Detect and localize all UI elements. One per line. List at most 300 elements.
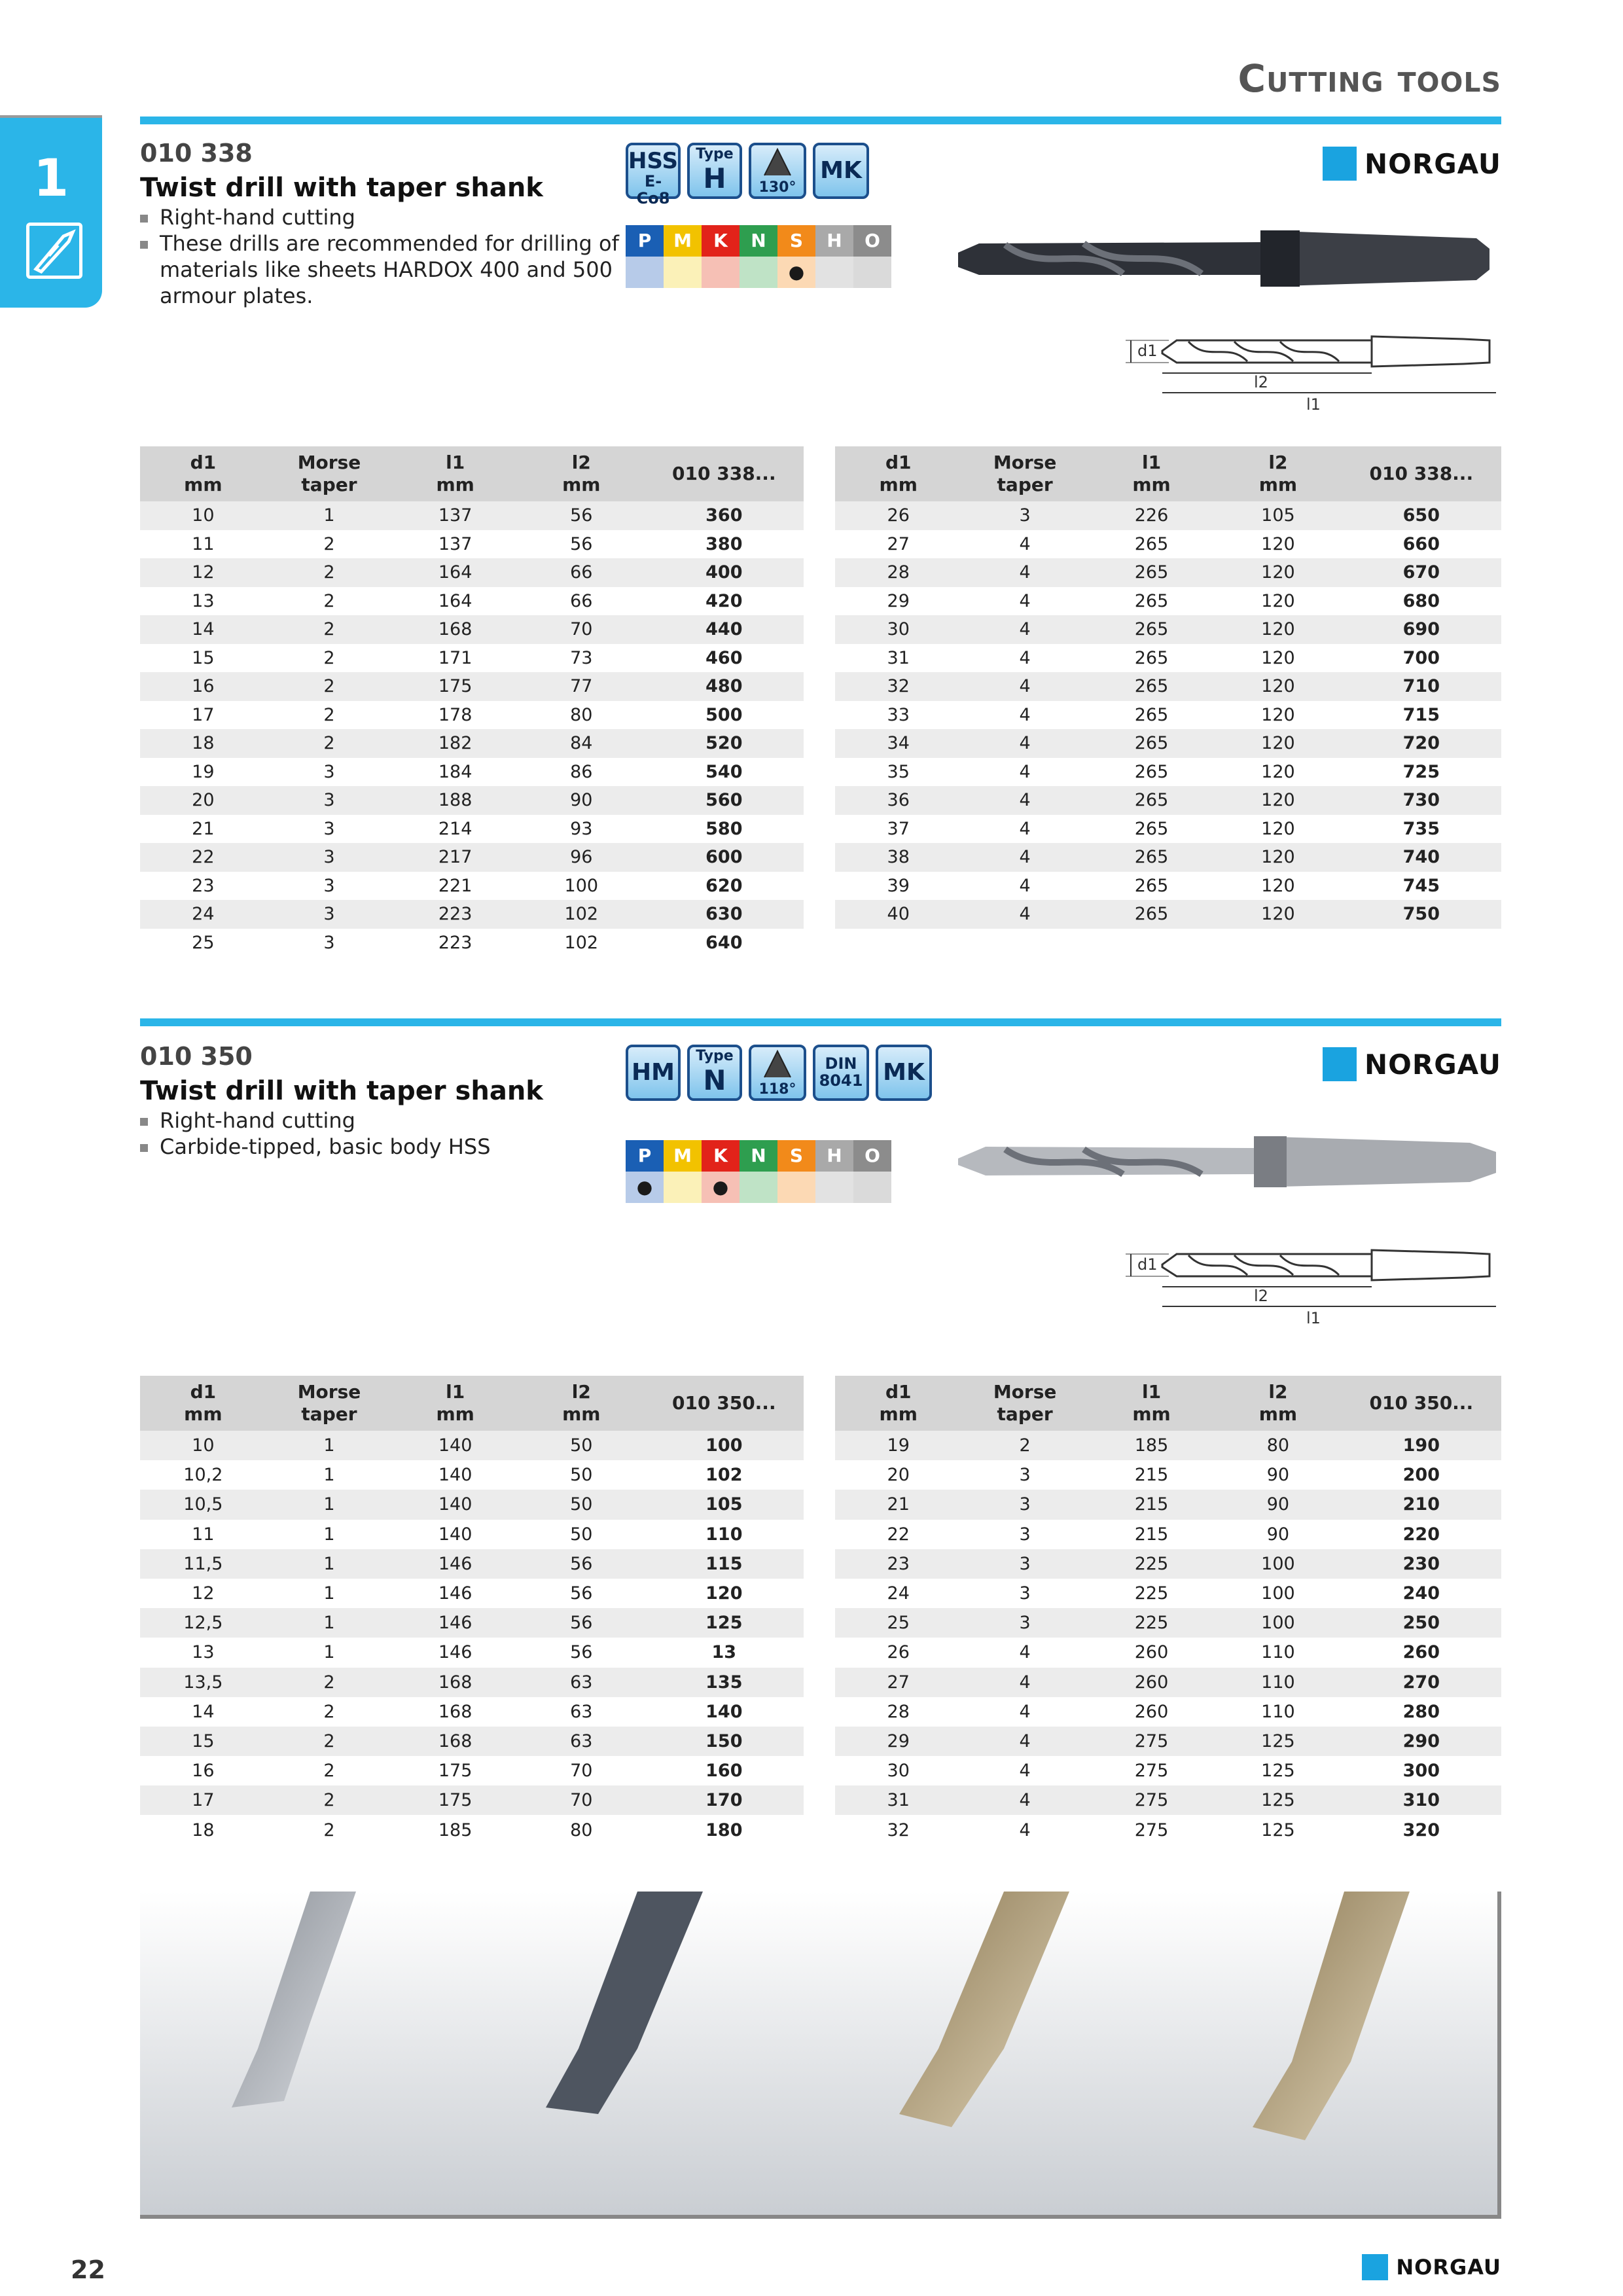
table-row xyxy=(140,587,804,616)
value-cell: 28 xyxy=(835,558,961,587)
value-cell: 56 xyxy=(570,533,593,554)
value-cell: 1 xyxy=(323,1465,335,1486)
value-cell: 217 xyxy=(392,843,518,872)
table-row xyxy=(140,1815,804,1844)
column-header-l2: l2 mm xyxy=(1215,446,1341,501)
value-cell: 185 xyxy=(438,1820,473,1840)
table-header-row xyxy=(140,446,804,501)
spec-table-left xyxy=(140,1376,804,1845)
order-code-cell: 660 xyxy=(1402,533,1440,554)
material-badge: HM xyxy=(626,1045,681,1101)
drill-photo xyxy=(953,1119,1503,1204)
value-cell: 275 xyxy=(1088,1727,1215,1756)
material-suitability-dot xyxy=(664,1172,702,1203)
table-row xyxy=(140,1579,804,1608)
value-cell: 146 xyxy=(392,1549,518,1579)
drill-tip-icon xyxy=(751,1047,804,1080)
table-row xyxy=(140,1668,804,1697)
material-cell-n xyxy=(740,1140,777,1203)
value-cell: 50 xyxy=(518,1490,645,1519)
drill-tip-icon xyxy=(751,145,804,178)
material-suitability-dot xyxy=(777,1172,815,1203)
order-code-cell: 220 xyxy=(1402,1524,1440,1545)
value-cell: 70 xyxy=(518,1785,645,1815)
value-cell: 265 xyxy=(1088,672,1215,701)
value-cell: 3 xyxy=(961,1608,1088,1638)
value-cell: 2 xyxy=(323,1820,335,1840)
value-cell: 63 xyxy=(570,1701,593,1722)
value-cell: 146 xyxy=(438,1642,473,1663)
table-row xyxy=(835,729,1501,758)
column-header-l1: l1 mm xyxy=(392,446,518,501)
order-code-cell: 480 xyxy=(645,672,804,701)
value-cell: 90 xyxy=(518,786,645,815)
column-header-l2: l2 mm xyxy=(1215,1376,1341,1431)
value-cell: 17 xyxy=(192,704,215,725)
order-code-cell: 200 xyxy=(1402,1465,1440,1486)
value-cell: 100 xyxy=(564,875,599,896)
product-code: 010 338 xyxy=(140,139,253,168)
value-cell: 39 xyxy=(887,875,910,896)
l2-label: l2 xyxy=(1254,1287,1268,1305)
value-cell: 90 xyxy=(1266,1465,1290,1486)
table-row xyxy=(835,701,1501,730)
value-cell: 265 xyxy=(1134,704,1169,725)
material-cell-m xyxy=(664,1140,702,1203)
value-cell: 215 xyxy=(1134,1465,1169,1486)
value-cell: 225 xyxy=(1134,1583,1169,1604)
table-row xyxy=(835,1815,1501,1844)
column-header-l2: l2 mm xyxy=(518,1376,645,1431)
material-cell-m xyxy=(664,225,702,288)
value-cell: 125 xyxy=(1215,1785,1341,1815)
value-cell: 14 xyxy=(192,1701,215,1722)
value-cell: 12 xyxy=(192,1583,215,1604)
material-cell-k xyxy=(702,225,740,288)
value-cell: 56 xyxy=(570,1583,593,1604)
value-cell: 22 xyxy=(140,843,266,872)
value-cell: 1 xyxy=(323,1583,335,1604)
order-code-cell: 170 xyxy=(645,1785,804,1815)
value-cell: 11 xyxy=(192,1524,215,1545)
order-code-cell: 135 xyxy=(645,1668,804,1697)
order-code-cell: 560 xyxy=(645,786,804,815)
value-cell: 16 xyxy=(192,1761,215,1782)
product-title: Twist drill with taper shank xyxy=(140,173,543,203)
material-suitability-dot xyxy=(853,1172,891,1203)
value-cell: 265 xyxy=(1134,533,1169,554)
value-cell: 56 xyxy=(570,1642,593,1663)
table-row xyxy=(140,644,804,673)
table-row xyxy=(140,1727,804,1756)
order-code-cell: 710 xyxy=(1342,672,1501,701)
column-header-code: 010 338... xyxy=(1342,446,1501,501)
value-cell: 2 xyxy=(266,729,393,758)
value-cell: 4 xyxy=(1019,1820,1031,1840)
order-code-cell: 100 xyxy=(645,1431,804,1460)
value-cell: 3 xyxy=(1019,1583,1031,1604)
value-cell: 56 xyxy=(518,1549,645,1579)
value-cell: 86 xyxy=(570,761,593,782)
value-cell: 70 xyxy=(570,1761,593,1782)
value-cell: 2 xyxy=(266,1785,393,1815)
value-cell: 20 xyxy=(140,786,266,815)
table-row xyxy=(835,843,1501,872)
value-cell: 3 xyxy=(961,1490,1088,1519)
order-code-cell: 670 xyxy=(1342,558,1501,587)
value-cell: 4 xyxy=(1019,818,1031,839)
order-code-cell: 720 xyxy=(1342,729,1501,758)
value-cell: 21 xyxy=(835,1490,961,1519)
value-cell: 63 xyxy=(518,1668,645,1697)
value-cell: 4 xyxy=(1019,647,1031,668)
value-cell: 120 xyxy=(1261,590,1295,611)
order-code-cell: 210 xyxy=(1342,1490,1501,1519)
value-cell: 2 xyxy=(323,647,335,668)
value-cell: 15 xyxy=(140,1727,266,1756)
value-cell: 4 xyxy=(1019,704,1031,725)
column-header-l2: l2 mm xyxy=(518,446,645,501)
column-header-d1: d1 mm xyxy=(835,446,961,501)
value-cell: 30 xyxy=(887,1761,910,1782)
order-code-cell: 500 xyxy=(705,704,743,725)
value-cell: 2 xyxy=(323,1701,335,1722)
value-cell: 3 xyxy=(961,501,1088,530)
value-cell: 3 xyxy=(323,818,335,839)
value-cell: 35 xyxy=(887,761,910,782)
value-cell: 1 xyxy=(266,501,393,530)
value-cell: 110 xyxy=(1261,1701,1295,1722)
value-cell: 13 xyxy=(192,590,215,611)
value-cell: 4 xyxy=(1019,533,1031,554)
order-code-cell: 735 xyxy=(1402,818,1440,839)
value-cell: 19 xyxy=(192,761,215,782)
value-cell: 3 xyxy=(961,1549,1088,1579)
value-cell: 215 xyxy=(1134,1524,1169,1545)
value-cell: 50 xyxy=(518,1431,645,1460)
table-row xyxy=(140,843,804,872)
value-cell: 120 xyxy=(1215,786,1341,815)
value-cell: 31 xyxy=(887,647,910,668)
value-cell: 265 xyxy=(1088,729,1215,758)
material-suitability-dot: ● xyxy=(777,257,815,288)
order-code-cell: 150 xyxy=(645,1727,804,1756)
value-cell: 50 xyxy=(570,1465,593,1486)
value-cell: 178 xyxy=(438,704,473,725)
point-angle-badge: 118° xyxy=(749,1045,806,1101)
value-cell: 225 xyxy=(1088,1608,1215,1638)
table-row xyxy=(835,644,1501,673)
value-cell: 14 xyxy=(140,615,266,644)
table-row xyxy=(835,1756,1501,1785)
material-letter: N xyxy=(740,225,777,257)
value-cell: 4 xyxy=(1019,1761,1031,1782)
order-code-cell: 650 xyxy=(1342,501,1501,530)
value-cell: 3 xyxy=(1019,1524,1031,1545)
table-header-row xyxy=(835,446,1501,501)
product-bullets xyxy=(140,1107,491,1160)
material-suitability-dot xyxy=(740,1172,777,1203)
table-row xyxy=(140,1697,804,1727)
value-cell: 1 xyxy=(266,1431,393,1460)
brand-logo: NORGAU xyxy=(1323,1047,1501,1081)
material-suitability-dot xyxy=(815,1172,853,1203)
value-cell: 1 xyxy=(266,1608,393,1638)
table-row xyxy=(140,672,804,701)
value-cell: 70 xyxy=(518,615,645,644)
shank-badge: MK xyxy=(813,143,869,199)
value-cell: 4 xyxy=(1019,875,1031,896)
value-cell: 105 xyxy=(1215,501,1341,530)
drill-dimension-diagram xyxy=(1123,308,1503,419)
table-row xyxy=(140,929,804,958)
order-code-cell: 300 xyxy=(1402,1761,1440,1782)
value-cell: 4 xyxy=(1019,761,1031,782)
value-cell: 13,5 xyxy=(140,1668,266,1697)
footer-brand-logo: NORGAU xyxy=(1362,2254,1501,2280)
order-code-cell: 750 xyxy=(1342,900,1501,929)
table-row xyxy=(140,1785,804,1815)
value-cell: 77 xyxy=(518,672,645,701)
value-cell: 1 xyxy=(266,1490,393,1519)
value-cell: 120 xyxy=(1261,818,1295,839)
value-cell: 265 xyxy=(1088,558,1215,587)
order-code-cell: 290 xyxy=(1342,1727,1501,1756)
bullet-item: Right-hand cutting xyxy=(140,1107,491,1134)
l1-label: l1 xyxy=(1306,1309,1321,1327)
material-letter: N xyxy=(740,1140,777,1172)
value-cell: 137 xyxy=(438,533,473,554)
value-cell: 17 xyxy=(140,1785,266,1815)
type-badge: Type N xyxy=(687,1045,742,1101)
order-code-cell: 270 xyxy=(1342,1668,1501,1697)
value-cell: 188 xyxy=(392,786,518,815)
value-cell: 3 xyxy=(323,875,335,896)
material-letter: H xyxy=(815,1140,853,1172)
table-row xyxy=(140,501,804,530)
value-cell: 100 xyxy=(1261,1583,1295,1604)
value-cell: 1 xyxy=(323,1642,335,1663)
table-row xyxy=(835,1431,1501,1460)
material-cell-p xyxy=(626,225,664,288)
value-cell: 120 xyxy=(1215,900,1341,929)
material-letter: M xyxy=(664,1140,702,1172)
table-row xyxy=(835,672,1501,701)
product-code: 010 350 xyxy=(140,1042,253,1071)
table-row xyxy=(835,1549,1501,1579)
value-cell: 221 xyxy=(438,875,473,896)
material-letter: K xyxy=(702,225,740,257)
value-cell: 15 xyxy=(192,647,215,668)
material-suitability-dot xyxy=(740,257,777,288)
value-cell: 102 xyxy=(518,900,645,929)
value-cell: 4 xyxy=(961,1727,1088,1756)
value-cell: 10 xyxy=(140,1431,266,1460)
table-row xyxy=(140,786,804,815)
order-code-cell: 320 xyxy=(1402,1820,1440,1840)
table-row xyxy=(140,1490,804,1519)
table-row xyxy=(140,558,804,587)
value-cell: 18 xyxy=(192,1820,215,1840)
value-cell: 40 xyxy=(835,900,961,929)
column-header-d1: d1 mm xyxy=(835,1376,961,1431)
order-code-cell: 115 xyxy=(645,1549,804,1579)
value-cell: 12 xyxy=(140,558,266,587)
value-cell: 100 xyxy=(1215,1608,1341,1638)
table-row xyxy=(835,1460,1501,1490)
order-code-cell: 520 xyxy=(645,729,804,758)
d1-label: d1 xyxy=(1137,342,1158,360)
value-cell: 215 xyxy=(1088,1490,1215,1519)
material-suitability-dot: ● xyxy=(626,1172,664,1203)
value-cell: 137 xyxy=(392,501,518,530)
material-cell-h xyxy=(815,1140,853,1203)
value-cell: 3 xyxy=(323,761,335,782)
drill-bit-icon xyxy=(26,223,82,279)
value-cell: 146 xyxy=(392,1608,518,1638)
value-cell: 84 xyxy=(518,729,645,758)
value-cell: 265 xyxy=(1088,900,1215,929)
column-header-d1: d1 mm xyxy=(140,446,266,501)
value-cell: 96 xyxy=(518,843,645,872)
order-code-cell: 715 xyxy=(1402,704,1440,725)
value-cell: 25 xyxy=(835,1608,961,1638)
material-cell-h xyxy=(815,225,853,288)
spec-table-right xyxy=(835,446,1501,929)
value-cell: 36 xyxy=(835,786,961,815)
value-cell: 175 xyxy=(392,1785,518,1815)
order-code-cell: 125 xyxy=(645,1608,804,1638)
section-divider-bar xyxy=(140,1018,1501,1026)
table-row xyxy=(140,1431,804,1460)
value-cell: 30 xyxy=(835,615,961,644)
order-code-cell: 380 xyxy=(705,533,743,554)
order-code-cell: 13 xyxy=(711,1642,737,1663)
table-row xyxy=(140,1460,804,1490)
value-cell: 13 xyxy=(192,1642,215,1663)
value-cell: 27 xyxy=(887,533,910,554)
value-cell: 73 xyxy=(570,647,593,668)
value-cell: 182 xyxy=(392,729,518,758)
table-row xyxy=(835,815,1501,844)
material-cell-s xyxy=(777,1140,815,1203)
order-code-cell: 730 xyxy=(1342,786,1501,815)
table-row xyxy=(835,1608,1501,1638)
column-header-l1: l1 mm xyxy=(1088,446,1215,501)
value-cell: 90 xyxy=(1266,1524,1290,1545)
table-row xyxy=(140,900,804,929)
table-row xyxy=(140,815,804,844)
value-cell: 4 xyxy=(961,672,1088,701)
order-code-cell: 620 xyxy=(705,875,743,896)
value-cell: 29 xyxy=(887,590,910,611)
column-header-code: 010 338... xyxy=(645,446,804,501)
brand-square-icon xyxy=(1323,147,1357,181)
value-cell: 4 xyxy=(961,558,1088,587)
value-cell: 125 xyxy=(1261,1761,1295,1782)
value-cell: 32 xyxy=(835,672,961,701)
drill-bits-photo xyxy=(140,1892,1501,2219)
value-cell: 164 xyxy=(438,590,473,611)
value-cell: 4 xyxy=(1019,590,1031,611)
value-cell: 29 xyxy=(835,1727,961,1756)
spec-table-right xyxy=(835,1376,1501,1845)
column-header-morse: Morse taper xyxy=(266,446,393,501)
chapter-tab[interactable] xyxy=(0,118,102,308)
order-code-cell: 280 xyxy=(1402,1701,1440,1722)
bullet-item: Carbide-tipped, basic body HSS xyxy=(140,1134,491,1160)
material-suitability-dot xyxy=(626,257,664,288)
brand-logo: NORGAU xyxy=(1323,147,1501,181)
table-row xyxy=(835,587,1501,616)
value-cell: 184 xyxy=(438,761,473,782)
d1-label: d1 xyxy=(1137,1255,1158,1274)
value-cell: 24 xyxy=(887,1583,910,1604)
shank-badge: MK xyxy=(876,1045,932,1101)
value-cell: 3 xyxy=(266,786,393,815)
order-code-cell: 360 xyxy=(645,501,804,530)
header-bar xyxy=(140,117,1501,124)
l2-label: l2 xyxy=(1254,373,1268,391)
value-cell: 23 xyxy=(192,875,215,896)
value-cell: 120 xyxy=(1261,875,1295,896)
value-cell: 168 xyxy=(392,1668,518,1697)
order-code-cell: 400 xyxy=(645,558,804,587)
drill-dimension-diagram xyxy=(1123,1221,1503,1333)
value-cell: 12,5 xyxy=(140,1608,266,1638)
value-cell: 27 xyxy=(835,1668,961,1697)
type-badge: Type H xyxy=(687,143,742,199)
value-cell: 120 xyxy=(1261,704,1295,725)
value-cell: 265 xyxy=(1088,843,1215,872)
value-cell: 2 xyxy=(266,558,393,587)
order-code-cell: 640 xyxy=(705,932,743,953)
l1-label: l1 xyxy=(1306,395,1321,414)
table-row xyxy=(835,1727,1501,1756)
value-cell: 110 xyxy=(1215,1668,1341,1697)
order-code-cell: 110 xyxy=(705,1524,743,1545)
value-cell: 175 xyxy=(438,1761,473,1782)
table-row xyxy=(140,1608,804,1638)
value-cell: 3 xyxy=(266,843,393,872)
value-cell: 125 xyxy=(1261,1820,1295,1840)
value-cell: 24 xyxy=(140,900,266,929)
material-letter: S xyxy=(777,1140,815,1172)
drill-photo xyxy=(953,216,1503,301)
table-row xyxy=(140,530,804,559)
value-cell: 171 xyxy=(438,647,473,668)
value-cell: 56 xyxy=(518,1608,645,1638)
value-cell: 260 xyxy=(1134,1701,1169,1722)
order-code-cell: 460 xyxy=(705,647,743,668)
table-row xyxy=(835,530,1501,559)
material-letter: M xyxy=(664,225,702,257)
value-cell: 120 xyxy=(1215,843,1341,872)
value-cell: 80 xyxy=(570,704,593,725)
value-cell: 275 xyxy=(1088,1785,1215,1815)
table-row xyxy=(835,786,1501,815)
order-code-cell: 105 xyxy=(645,1490,804,1519)
order-code-cell: 745 xyxy=(1402,875,1440,896)
value-cell: 223 xyxy=(392,900,518,929)
table-row xyxy=(835,558,1501,587)
order-code-cell: 240 xyxy=(1402,1583,1440,1604)
material-suitability-dot: ● xyxy=(702,1172,740,1203)
value-cell: 20 xyxy=(887,1465,910,1486)
order-code-cell: 230 xyxy=(1342,1549,1501,1579)
order-code-cell: 102 xyxy=(705,1465,743,1486)
material-suitability-dot xyxy=(664,257,702,288)
